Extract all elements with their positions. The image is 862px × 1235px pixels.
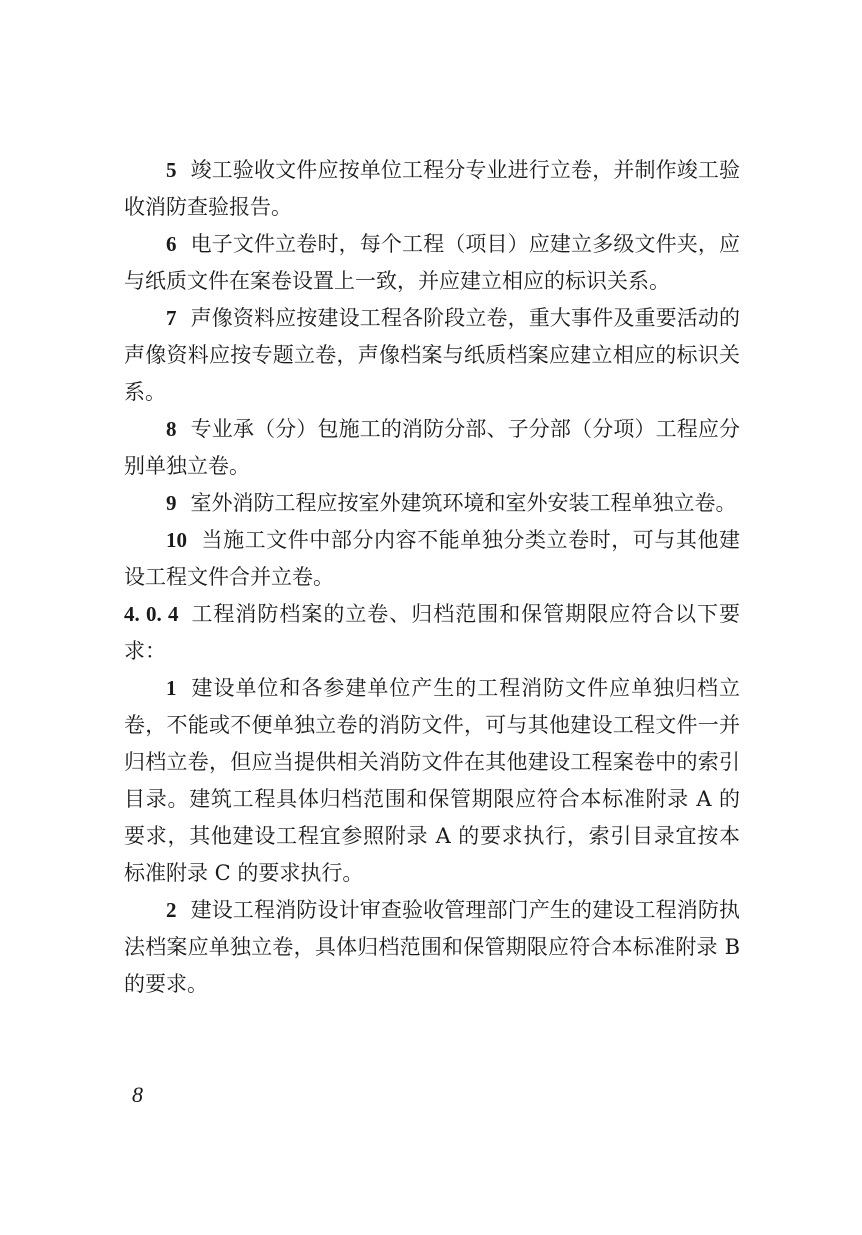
item-text: 建设单位和各参建单位产生的工程消防文件应单独归档立卷，不能或不便单独立卷的消防文件，可与其他建设工程文件一并归档立卷，但应当提供相关消防文件在其他建设工程案卷中的索引目录。建筑工程具体归档范围和保管期限应符合本标准附录 A 的要求，其他建设工程宜参照附录 A 的要求执行，索引目录宜按本标准附录 C 的要求执行。: [124, 676, 740, 885]
item-text: 当施工文件中部分内容不能单独分类立卷时，可与其他建设工程文件合并立卷。: [124, 528, 740, 589]
list-item: [124, 300, 740, 411]
clause-number: 4. 0. 4: [124, 602, 179, 626]
document-body: [124, 152, 740, 1003]
list-item: [124, 522, 740, 596]
clause-heading: [124, 596, 740, 670]
item-text: 专业承（分）包施工的消防分部、子分部（分项）工程应分别单独立卷。: [124, 417, 740, 478]
item-text: 建设工程消防设计审查验收管理部门产生的建设工程消防执法档案应单独立卷，具体归档范围和保管期限应符合本标准附录 B 的要求。: [124, 898, 740, 996]
item-number: 6: [166, 232, 177, 256]
item-number: 10: [166, 528, 187, 552]
item-number: 2: [166, 898, 177, 922]
page-number: 8: [132, 1082, 143, 1107]
item-number: 7: [166, 306, 177, 330]
list-item: [124, 670, 740, 892]
list-item: [124, 226, 740, 300]
list-item: [124, 485, 740, 522]
item-text: 竣工验收文件应按单位工程分专业进行立卷，并制作竣工验收消防查验报告。: [124, 158, 740, 219]
item-number: 9: [166, 491, 177, 515]
item-text: 室外消防工程应按室外建筑环境和室外安装工程单独立卷。: [190, 491, 737, 515]
item-number: 8: [166, 417, 177, 441]
list-item: [124, 892, 740, 1003]
item-text: 电子文件立卷时，每个工程（项目）应建立多级文件夹，应与纸质文件在案卷设置上一致，并应建立相应的标识关系。: [124, 232, 740, 293]
item-text: 声像资料应按建设工程各阶段立卷，重大事件及重要活动的声像资料应按专题立卷，声像档案与纸质档案应建立相应的标识关系。: [124, 306, 740, 404]
list-item: [124, 152, 740, 226]
item-number: 5: [166, 158, 177, 182]
item-number: 1: [166, 676, 177, 700]
list-item: [124, 411, 740, 485]
clause-text: 工程消防档案的立卷、归档范围和保管期限应符合以下要求：: [124, 602, 741, 663]
